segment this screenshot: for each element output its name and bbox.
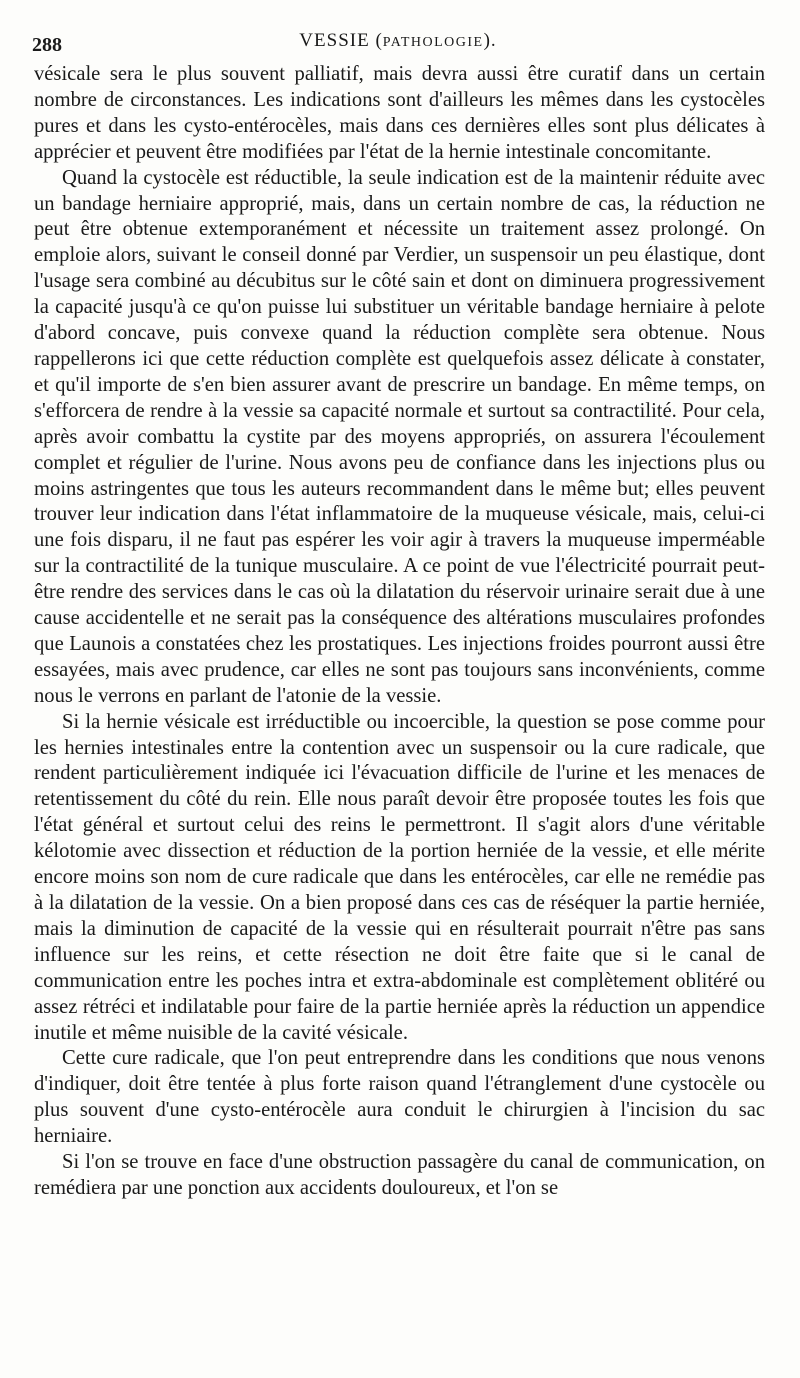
paragraph-radical-cure: Cette cure radicale, que l'on peut entreprendre dans les conditions que nous venons d'indiquer, doit être tentée à plus forte raison quand l'étranglement d'une cystocèle ou plus souvent d'une cysto-entérocèle aura conduit le chirurgien à l'incision du sac herniaire. [34, 1047, 765, 1148]
paragraph-reducible-cystocele: Quand la cystocèle est réductible, la seule indication est de la maintenir réduite avec un bandage herniaire approprié, mais, dans un certain nombre de cas, la réduction ne peut être obtenue extemporanément et nécessite un traitement assez prolongé. On emploie alors, suivant le conseil donné par Verdier, un suspensoir un peu élastique, dont l'usage sera combiné au décubitus sur le côté sain et dont on diminuera progressivement la capacité jusqu'à ce qu'on puisse lui substituer un véritable bandage herniaire à pelote d'abord concave, puis convexe quand la réduction complète sera obtenue. Nous rappellerons ici que cette réduction complète est quelquefois assez délicate à constater, et qu'il importe de s'en bien assurer avant de prescrire un bandage. En même temps, on s'efforcera de rendre à la vessie sa capacité normale et surtout sa contractilité. Pour cela, après avoir combattu la cystite par des moyens appropriés, on assurera l'écoulement complet et régulier de l'urine. Nous avons peu de confiance dans les injections plus ou moins astringentes que tous les auteurs recommandent dans le même but; elles peuvent trouver leur indication dans l'état inflammatoire de la muqueuse vésicale, mais, celui-ci une fois disparu, il ne faut pas espérer les voir agir à travers la muqueuse imperméable sur la contractilité de la tunique musculaire. A ce point de vue l'électricité pourrait peut-être rendre des services dans le cas où la dilatation du réservoir urinaire serait due à une cause accidentelle et ne serait pas la conséquence des altérations musculaires profondes que Launois a constatées chez les prostatiques. Les injections froides pourront aussi être essayées, mais avec prudence, car elles ne sont pas toujours sans inconvénients, comme nous le verrons en parlant de l'atonie de la vessie. [34, 166, 765, 707]
paragraph-irreducible-hernia: Si la hernie vésicale est irréductible ou incoercible, la question se pose comme pour les hernies intestinales entre la contention avec un suspensoir ou la cure radicale, que rendent particulièrement indiquée ici l'évacuation difficile de l'urine et les menaces de retentissement du côté du rein. Elle nous paraît devoir être proposée toutes les fois que l'état général et surtout celui des reins le permettront. Il s'agit alors d'une véritable kélotomie avec dissection et réduction de la portion herniée de la vessie, et elle mérite encore moins son nom de cure radicale que dans les entérocèles, car elle ne remédie pas à la dilatation de la vessie. On a bien proposé dans ces cas de réséquer la partie herniée, mais la diminution de capacité de la vessie qui en résulterait pourrait n'être pas sans influence sur les reins, et cette résection ne doit être faite que si le canal de communication entre les poches intra et extra-abdominale est complètement oblitéré ou assez rétréci et indilatable pour faire de la partie herniée après la réduction un appendice inutile et même nuisible de la cavité vésicale. [34, 710, 765, 1044]
running-header [32, 30, 764, 60]
running-title-close: ). [483, 30, 497, 51]
running-title-main: VESSIE [299, 30, 370, 51]
paragraph-continuation: vésicale sera le plus souvent palliatif, mais devra aussi être curatif dans un certain nombre de circonstances. Les indications sont d'ailleurs les mêmes dans les cystocèles pures et dans les cysto-entérocèles, mais dans ces dernières elles sont plus délicates à apprécier et peuvent être modifiées par l'état de la hernie intestinale concomitante. [34, 63, 765, 163]
running-title [32, 30, 764, 52]
body-text [34, 62, 765, 1202]
page-number: 288 [32, 34, 62, 56]
running-title-section: PATHOLOGIE [382, 35, 484, 50]
running-title-open: ( [375, 30, 383, 51]
paragraph-obstruction: Si l'on se trouve en face d'une obstruction passagère du canal de communication, on remédiera par une ponction aux accidents douloureux, et l'on se [34, 1151, 765, 1199]
